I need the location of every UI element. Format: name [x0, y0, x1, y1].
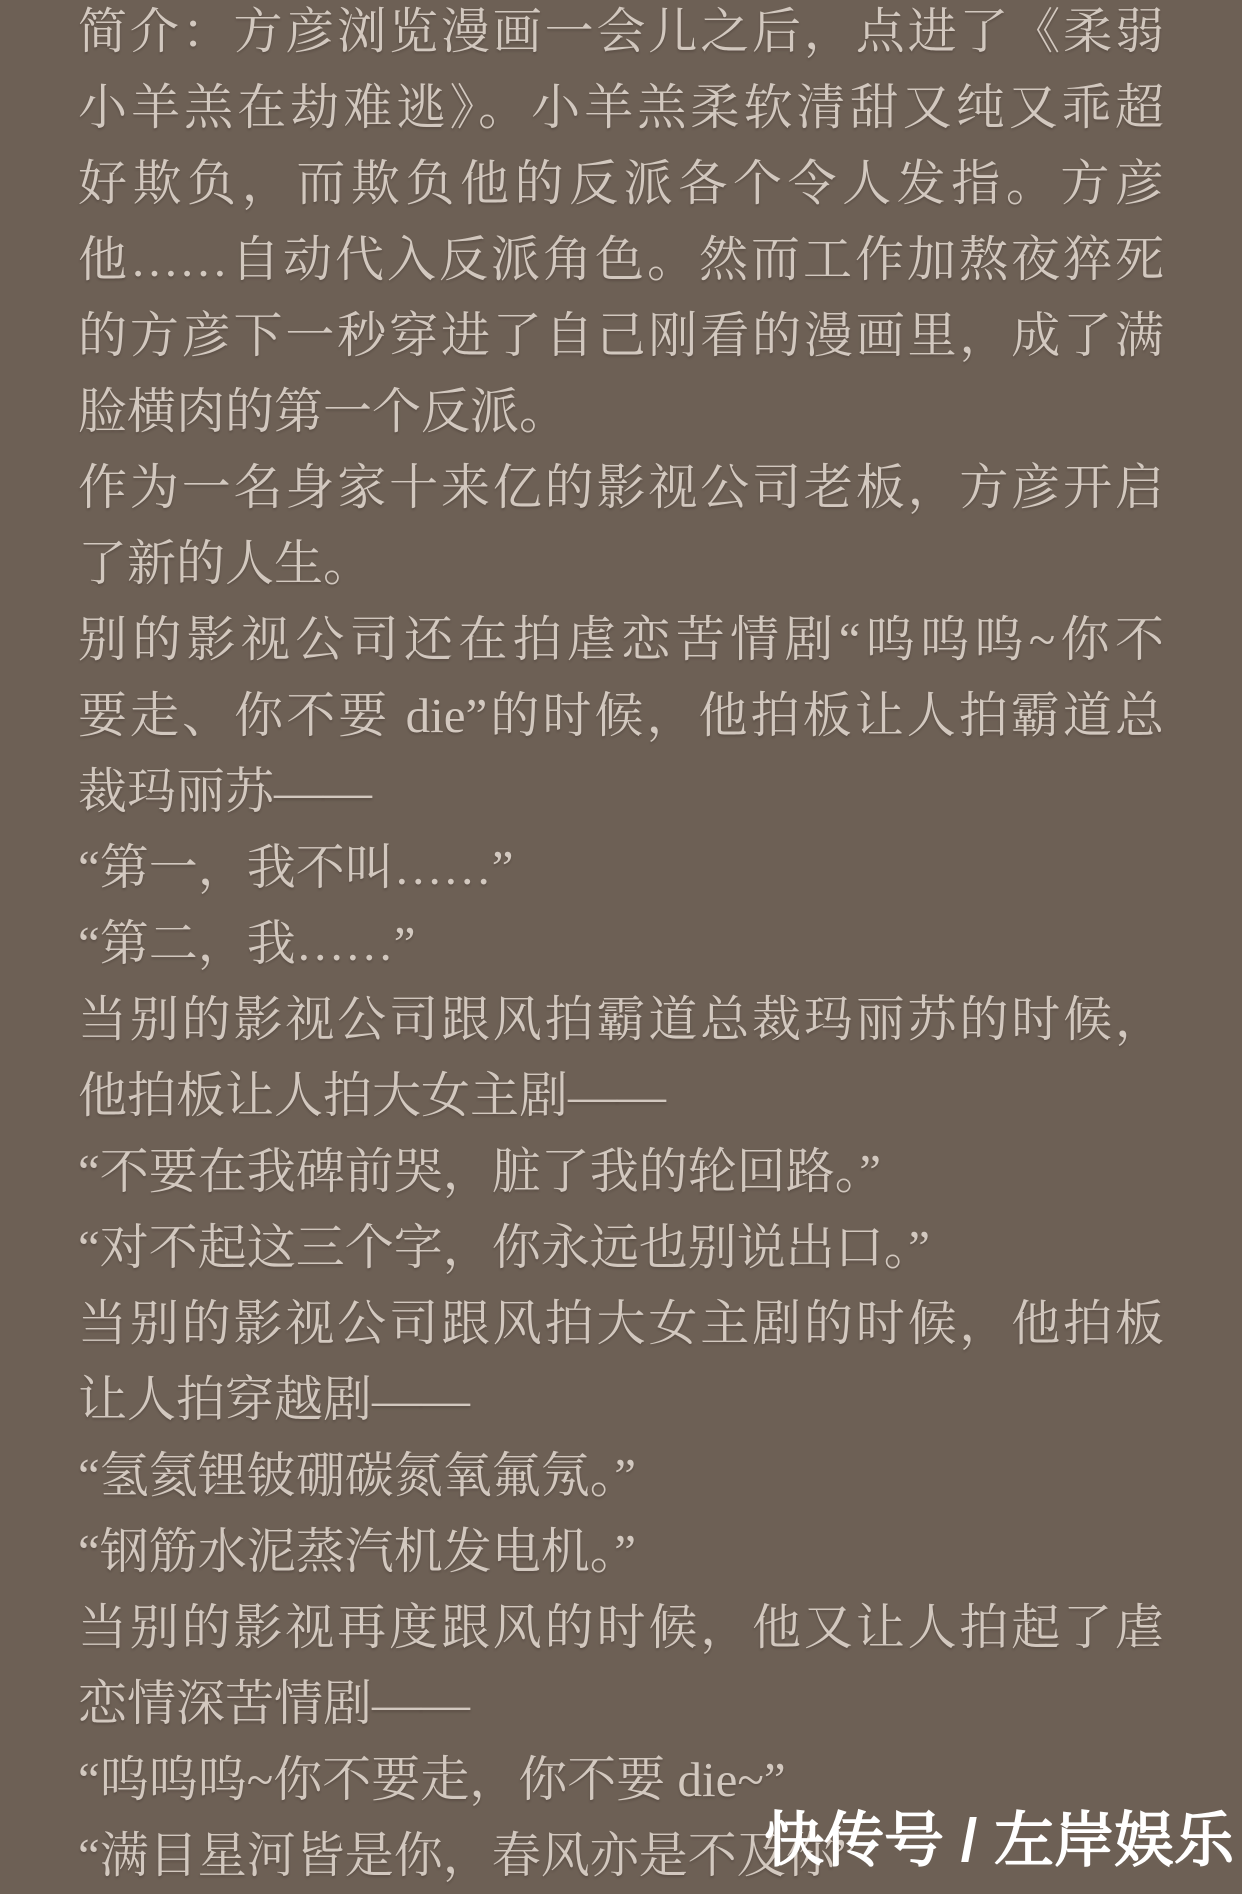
text-line: “不要在我碑前哭，脏了我的轮回路。”: [78, 1144, 881, 1199]
text-line: “对不起这三个字，你永远也别说出口。”: [78, 1220, 930, 1275]
text-line: “第一，我不叫……”: [78, 840, 514, 895]
text-line: 小羊羔在劫难逃》。小羊羔柔软清甜又纯又乖超: [78, 80, 1164, 135]
text-line: “第二，我……”: [78, 916, 416, 971]
text-line: 他拍板让人拍大女主剧——: [78, 1068, 667, 1123]
article-text: [78, 0, 1164, 1894]
text-line: 要走、你不要 die”的时候，他拍板让人拍霸道总: [78, 688, 1164, 743]
text-line: 恋情深苦情剧——: [78, 1676, 471, 1731]
text-line: 当别的影视公司跟风拍大女主剧的时候，他拍板: [78, 1296, 1164, 1351]
text-line: 了新的人生。: [78, 536, 373, 591]
text-line: 好欺负，而欺负他的反派各个令人发指。方彦: [78, 156, 1164, 211]
text-line: 他……自动代入反派角色。然而工作加熬夜猝死: [78, 232, 1164, 287]
text-line: 当别的影视公司跟风拍霸道总裁玛丽苏的时候，: [78, 992, 1164, 1047]
text-line: “氢氦锂铍硼碳氮氧氟氖。”: [78, 1448, 636, 1503]
text-line: 作为一名身家十来亿的影视公司老板，方彦开启: [78, 460, 1164, 515]
text-line: 的方彦下一秒穿进了自己刚看的漫画里，成了满: [78, 308, 1164, 363]
text-line: “满目星河皆是你，春风亦是不及你”: [78, 1828, 857, 1883]
text-line: 别的影视公司还在拍虐恋苦情剧“呜呜呜~你不: [78, 612, 1164, 667]
text-line: 当别的影视再度跟风的时候，他又让人拍起了虐: [78, 1600, 1164, 1655]
watermark: 快传号 / 左岸娱乐: [763, 1807, 1234, 1874]
text-line: 裁玛丽苏——: [78, 764, 373, 819]
text-line: “呜呜呜~你不要走，你不要 die~”: [78, 1752, 786, 1807]
text-line: 脸横肉的第一个反派。: [78, 384, 569, 439]
text-line: 让人拍穿越剧——: [78, 1372, 471, 1427]
text-line: “钢筋水泥蒸汽机发电机。”: [78, 1524, 636, 1579]
text-line: 简介：方彦浏览漫画一会儿之后，点进了《柔弱: [78, 4, 1164, 59]
